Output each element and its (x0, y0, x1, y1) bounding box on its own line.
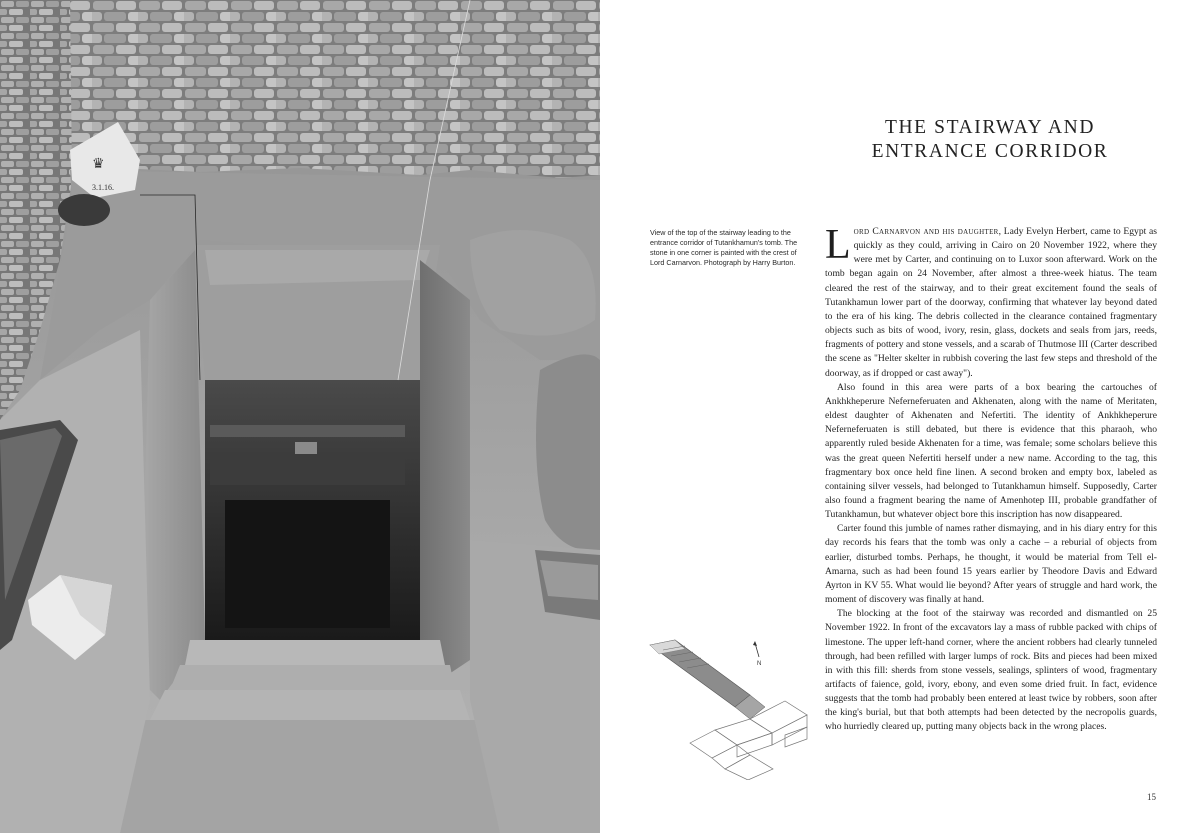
north-label: N (757, 661, 762, 667)
chapter-title-line-1: THE STAIRWAY AND (884, 117, 1096, 138)
page-number: 15 (1147, 792, 1156, 802)
paragraph-3: Carter found this jumble of names rather dismaying, and in his diary entry for this day records his fears that the tomb was only a cache – a reburial of objects from earlier, disturbed tombs. Perhaps, he thought, it would be material from Tell el-Amarna, such as had been found 15 years earlier by Theodore Davis and Edward Ayrton in KV 55. What would lie beyond? After years of struggle and hard work, the moment of discovery was finally at hand. (825, 523, 1157, 606)
tomb-plan-diagram (635, 635, 815, 780)
lead-in-small-caps: ord Carnarvon and his daughter (853, 226, 999, 237)
paragraph-4: The blocking at the foot of the stairway was recorded and dismantled on 25 November 1922. In front of the excavators lay a mass of rubble packed with chips of limestone. The upper left-hand corner, where the ancient robbers had clearly tunneled through, had been refilled with larger lumps of rock. Bits and pieces had been mixed in with this fill: sherds from stone vessels, sealings, splinters of wood, fragmentary artifacts of faience, gold, ivory, ebony, and even some dried fruit. In fact, evidence suggests that the tomb had probably been entered at least twice by robbers, soon after the king's burial, but that both attempts had been detected by the necropolis guards, who hurriedly cleared up, putting many objects back in the wrong places. (825, 608, 1157, 733)
paragraph-1-text: , Lady Evelyn Herbert, came to Egypt as quickly as they could, arriving in Cairo on 20 November 1922, where they were met by Carter, and continuing on to Luxor soon afterward. Work on the tomb began again on 24 November, after almost a three-week hiatus. The team cleared the rest of the stairway, and to their great excitement found the seals of Tutankhamun lower part of the doorway, confirming that whatever lay beyond dated to the era of his king. The debris collected in the clearance contained fragmentary objects such as bits of wood, ivory, resin, glass, dockets and seals from jars, reeds, fragments of pottery and stone vessels, and a scarab of Thutmose III (Carter described the scene as "Helter skelter in rubbish covering the last few steps and threshold of the doorway, as if dropped or cast away"). (825, 226, 1157, 379)
stone-crest-label: 3.1.16. (92, 183, 114, 192)
paragraph-2: Also found in this area were parts of a box bearing the cartouches of Ankhkheperure Neferneferuaten and Akhenaten, along with the name of Meritaten, eldest daughter of Akhenaten and Nefertiti. The identity of Ankhkheperure Neferneferuaten is still debated, but there is evidence that this pharaoh, who apparently ruled beside Akhenaten for a time, was female; some scholars believe this was the great queen Nefertiti herself under a new name. According to the tag, this fragmentary box once held fine linen. A second broken and empty box, labeled as containing silver vessels, had belonged to Tutankhamun himself. Supposedly, Carter also found a fragment bearing the name of Amenhotep III, probable grandfather of Tutankhamun, but whatever object bore this inscription has now disappeared. (825, 381, 1157, 521)
text-page (600, 0, 1200, 833)
paragraph-1 (825, 222, 1157, 381)
svg-text:♛: ♛ (92, 157, 105, 172)
drop-cap: L (825, 222, 851, 268)
body-text (825, 222, 1157, 735)
tomb-isometric-drawing (635, 635, 815, 780)
chapter-title-line-2: ENTRANCE CORRIDOR (871, 141, 1109, 162)
chapter-title (870, 116, 1110, 164)
photo-caption: View of the top of the stairway leading to the entrance corridor of Tutankhamun's tomb. The stone in one corner is painted with the crest of Lord Carnarvon. Photograph by Harry Burton. (650, 228, 798, 267)
